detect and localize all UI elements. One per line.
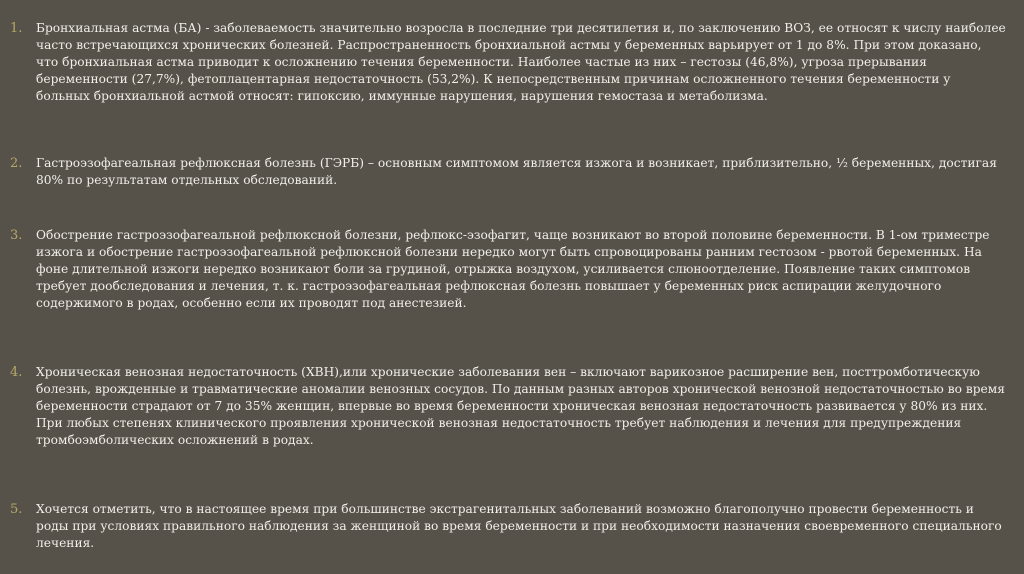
list-item-number: 5. <box>10 502 23 517</box>
list-item-number: 1. <box>10 21 23 36</box>
list-item-number: 4. <box>10 365 23 380</box>
list-item-number: 3. <box>10 228 23 243</box>
list-item-text: Обострение гастроэзофагеальной рефлюксной болезни, рефлюкс-эзофагит, чаще возникают во второй половине беременности. В 1-ом триместре изжога и обострение гастроэзофагеальной рефлюксной болезни нередко могут быть спровоцированы ранним гестозом - рвотой беременных. На фоне длительной изжоги нередко возникают боли за грудиной, отрыжка воздухом, усиливается слюноотделение. Появление таких симптомов требует дообследования и лечения, т. к. гастроэзофагеальная рефлюксная болезнь повышает у беременных риск аспирации желудочного содержимого в родах, особенно если их проводят под анестезией. <box>36 228 990 311</box>
list-item-text: Хроническая венозная недостаточность (ХВН),или хронические заболевания вен – включают варикозное расширение вен, посттромботическую болезнь, врожденные и травматические аномалии венозных сосудов. По данным разных авторов хронической венозной недостаточностью во время беременности страдают от 7 до 35% женщин, впервые во время беременности хроническая венозная недостаточность развивается у 80% из них. При любых степенях клинического проявления хронической венозная недостаточность требует наблюдения и лечения для предупреждения тромбоэмболических осложнений в родах. <box>36 365 1005 448</box>
list-item-text: Бронхиальная астма (БА) - заболеваемость значительно возросла в последние три десятилетия и, по заключению ВОЗ, ее относят к числу наиболее часто встречающихся хронических болезней. Распространенность бронхиальной астмы у беременных варьирует от 1 до 8%. При этом доказано, что бронхиальная астма приводит к осложнению течения беременности. Наиболее частые из них – гестозы (46,8%), угроза прерывания беременности (27,7%), фетоплацентарная недостаточность (53,2%). К непосредственным причинам осложненного течения беременности у больных бронхиальной астмой относят: гипоксию, иммунные нарушения, нарушения гемостаза и метаболизма. <box>36 21 1006 104</box>
list-item-number: 2. <box>10 156 23 171</box>
list-item-text: Хочется отметить, что в настоящее время при большинстве экстрагенитальных заболеваний возможно благополучно провести беременность и роды при условиях правильного наблюдения за женщиной во время беременности и при необходимости назначения своевременного специального лечения. <box>36 502 1002 551</box>
list-item-text: Гастроэзофагеальная рефлюксная болезнь (ГЭРБ) – основным симптомом является изжога и возникает, приблизительно, ½ беременных, достигая 80% по результатам отдельных обследований. <box>36 156 997 188</box>
